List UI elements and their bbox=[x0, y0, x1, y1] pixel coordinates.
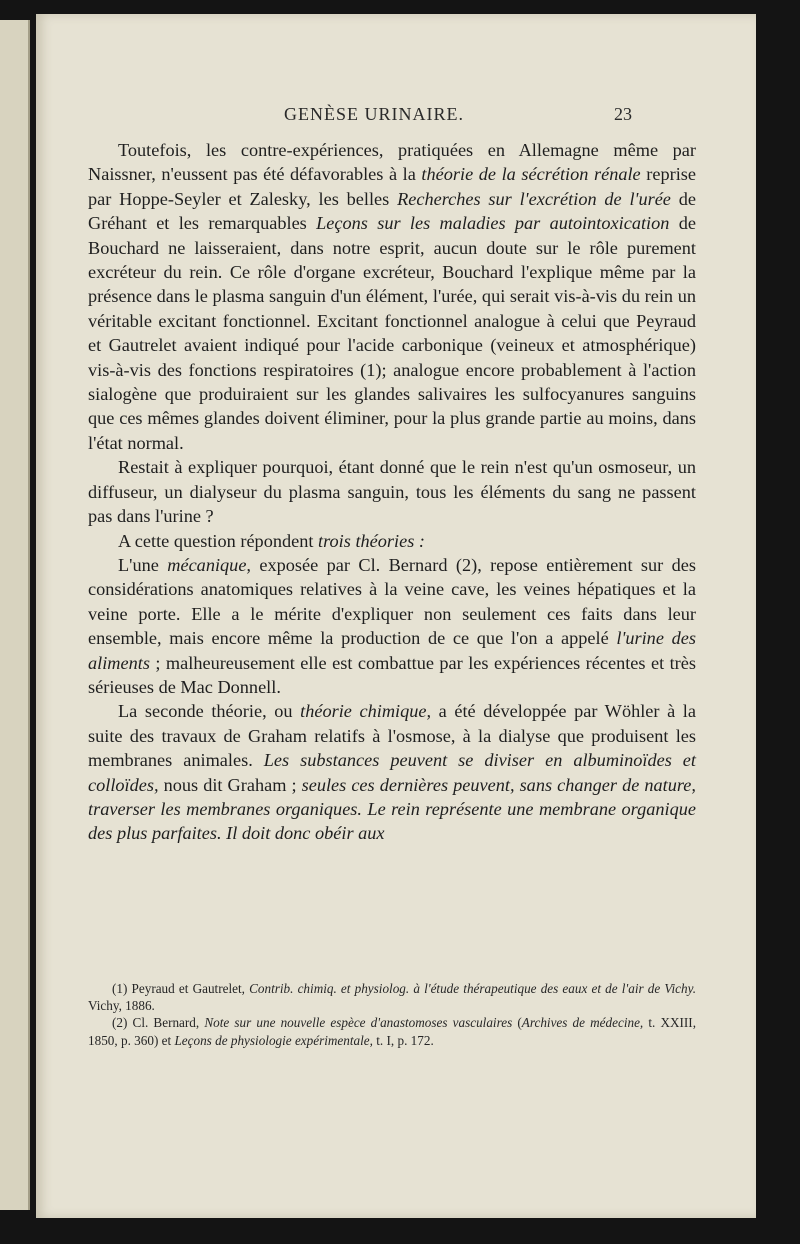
text-run: Toutefois, les contre-expériences, pratiquées en Allemagne même par Naissner, n'eussent pas été défavorables à la bbox=[88, 140, 696, 185]
italic-text: trois théories : bbox=[318, 530, 426, 551]
italic-text: mécanique, bbox=[167, 554, 252, 575]
text-run: de Gréhant et les remarquables bbox=[88, 188, 696, 234]
text-run: Vichy, 1886. bbox=[88, 998, 155, 1014]
italic-text: Contrib. chimiq. et physiolog. à l'étude thérapeutique des eaux et de l'air de Vichy. bbox=[249, 981, 696, 996]
text-run: La seconde théorie, ou bbox=[118, 701, 301, 722]
text-run: L'une bbox=[118, 554, 168, 575]
footnote bbox=[88, 1014, 696, 1048]
italic-text: théorie chimique, bbox=[300, 701, 432, 722]
paragraph bbox=[88, 553, 696, 699]
italic-text: Leçons sur les maladies par autointoxication bbox=[316, 213, 670, 234]
text-run: (2) Cl. Bernard, bbox=[112, 1015, 205, 1031]
text-run: exposée par Cl. Bernard (2), repose entièrement sur des considérations anatomiques relatives à la veine cave, les veines hépatiques et la veine porte. Elle a le mérite d'expliquer non seulement ces faits dans leur ensemble, mais encore même la production de ce que l'on a appelé bbox=[88, 554, 696, 649]
footnote bbox=[88, 980, 696, 1014]
page-header bbox=[36, 100, 756, 130]
text-run: t. I, p. 172. bbox=[372, 1032, 434, 1048]
footnotes bbox=[88, 980, 696, 1049]
text-run: (1) Peyraud et Gautrelet, bbox=[112, 981, 250, 996]
text-run: Restait à expliquer pourquoi, étant donné que le rein n'est qu'un osmoseur, un diffuseur, un dialyseur du plasma sanguin, tous les éléments du sang ne passent pas dans l'urine ? bbox=[88, 457, 696, 527]
italic-text: l'urine des aliments bbox=[88, 628, 696, 673]
text-run: t. XXIII, 1850, p. 360) et bbox=[88, 1015, 696, 1048]
italic-text: Les substances peuvent se diviser en albuminoïdes et colloïdes, bbox=[88, 750, 696, 795]
paragraph bbox=[88, 699, 696, 845]
body-text bbox=[88, 138, 696, 846]
text-run: a été développée par Wöhler à la suite des travaux de Graham relatifs à l'osmose, à la dialyse que produisent les membranes animales. bbox=[88, 701, 696, 771]
text-run: de Bouchard ne laisseraient, dans notre esprit, aucun doute sur le rôle purement excréteur du rein. Ce rôle d'organe excréteur, Bouchard l'explique même par la présence dans le plasma sanguin d'un élément, l'urée, qui serait vis-à-vis du rein un véritable excitant fonctionnel. Excitant fonctionnel analogue à celui que Peyraud et Gautrelet avaient indiqué pour l'acide carbonique (veineux et atmosphérique) vis-à-vis des fonctions respiratoires (1); analogue encore probablement à l'action sialogène que produiraient sur les glandes salivaires les sulfocyanures sanguins que ces mêmes glandes doivent éliminer, pour la plus grande partie au moins, dans l'état normal. bbox=[88, 213, 696, 453]
italic-text: théorie de la sécrétion rénale bbox=[421, 164, 641, 185]
text-run: ; malheureusement elle est combattue par les expériences récentes et très sérieuses de Mac Donnell. bbox=[88, 652, 696, 697]
page-number: 23 bbox=[614, 104, 632, 124]
italic-text: seules ces dernières peuvent, sans changer de nature, traverser les membranes organiques. Le rein représente une membrane organique des plus parfaites. Il doit donc obéir aux bbox=[88, 774, 696, 844]
paragraph bbox=[88, 138, 696, 455]
paragraph bbox=[88, 455, 696, 528]
book-page bbox=[36, 14, 756, 1218]
text-run: nous dit Graham ; bbox=[158, 774, 302, 795]
facing-page-edge bbox=[0, 20, 30, 1210]
italic-text: Recherches sur l'excrétion de l'urée bbox=[397, 188, 671, 209]
paragraph bbox=[88, 529, 696, 553]
italic-text: Archives de médecine, bbox=[521, 1015, 644, 1031]
running-title: GENÈSE URINAIRE. bbox=[284, 104, 464, 124]
italic-text: Note sur une nouvelle espèce d'anastomoses vasculaires bbox=[204, 1015, 513, 1031]
text-run: reprise par Hoppe-Seyler et Zalesky, les belles bbox=[88, 164, 696, 209]
text-run: ( bbox=[512, 1015, 522, 1031]
italic-text: Leçons de physiologie expérimentale, bbox=[174, 1032, 373, 1048]
text-run: A cette question répondent bbox=[118, 530, 319, 551]
